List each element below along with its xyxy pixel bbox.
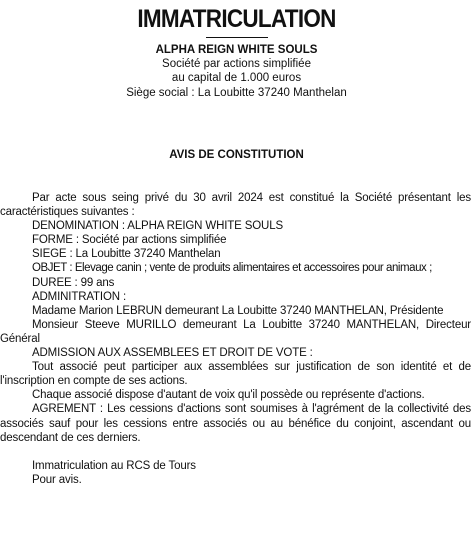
objet-line: OBJET : Elevage canin ; vente de produits alimentaires et accessoires pour animaux ; bbox=[32, 262, 432, 275]
administration-title: ADMINITRATION : bbox=[32, 290, 127, 303]
section-title: AVIS DE CONSTITUTION bbox=[169, 149, 304, 161]
paragraph-spacer bbox=[0, 445, 471, 459]
agrement-paragraph: AGREMENT : Les cessions d'actions sont soumises à l'agrément de la collectivité des associés sauf pour les cessions entre associés ou au bénéfice du conjoint, ascendant ou descendant de ces derniers. bbox=[0, 403, 471, 444]
vote-paragraph: Chaque associé dispose d'autant de voix qu'il possède ou représente d'actions. bbox=[32, 389, 425, 402]
president-line: Madame Marion LEBRUN demeurant La Loubitte 37240 MANTHELAN, Présidente bbox=[32, 304, 444, 317]
forme-line: FORME : Société par actions simplifiée bbox=[32, 234, 227, 247]
header-divider bbox=[206, 37, 268, 38]
admission-title: ADMISSION AUX ASSEMBLEES ET DROIT DE VOTE : bbox=[32, 347, 313, 360]
company-seat: Siège social : La Loubitte 37240 Manthelan bbox=[126, 86, 347, 99]
notice-body bbox=[0, 191, 471, 487]
intro-paragraph: Par acte sous seing privé du 30 avril 2024 est constitué la Société présentant les caractéristiques suivantes : bbox=[0, 192, 471, 219]
admission-paragraph: Tout associé peut participer aux assemblées sur justification de son identité et de l'inscription en compte de ses actions. bbox=[0, 361, 471, 388]
rcs-line: Immatriculation au RCS de Tours bbox=[32, 459, 196, 472]
duree-line: DUREE : 99 ans bbox=[32, 276, 115, 289]
directeur-line: Monsieur Steeve MURILLO demeurant La Loubitte 37240 MANTHELAN, Directeur Général bbox=[0, 318, 471, 345]
company-name: ALPHA REIGN WHITE SOULS bbox=[155, 44, 318, 56]
denomination-line: DENOMINATION : ALPHA REIGN WHITE SOULS bbox=[32, 220, 283, 233]
closing-line: Pour avis. bbox=[32, 473, 82, 486]
company-form: Société par actions simplifiée bbox=[162, 58, 311, 71]
company-capital: au capital de 1.000 euros bbox=[171, 72, 302, 85]
notice-header-title: IMMATRICULATION bbox=[137, 5, 336, 33]
siege-line: SIEGE : La Loubitte 37240 Manthelan bbox=[32, 248, 221, 261]
company-block bbox=[0, 43, 473, 100]
